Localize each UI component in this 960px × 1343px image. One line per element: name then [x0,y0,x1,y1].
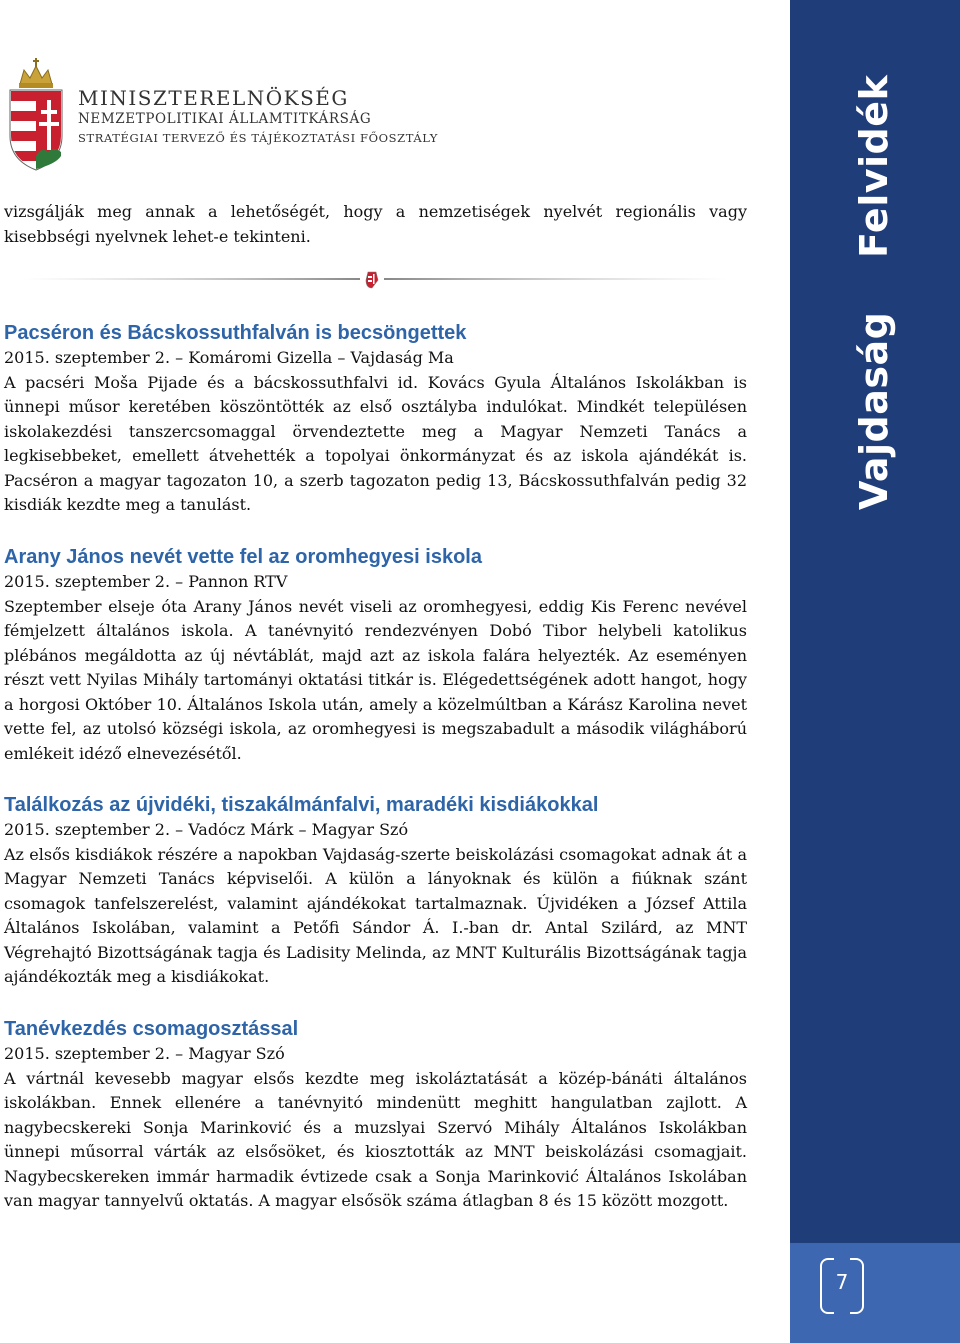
article-title: Arany János nevét vette fel az oromhegyesi iskola [4,546,482,568]
article-title: Pacséron és Bácskossuthfalván is becsöngettek [4,322,467,344]
article-body: Szeptember elseje óta Arany János nevét viseli az oromhegyesi, eddig Kis Ferenc nevével fémjelzett általános iskola. A tanévnyitó rendezvényen Dobó Tibor helybeli katolikus plébános megáldotta az új névtáblát, majd azt az iskola falára helyezték. Az eseményen részt vett Nyilas Mihály tartományi oktatási titkár is. Elégedettségének adott hangot, hogy a horgosi Október 10. Általános Iskola után, amely a közelmúltban a Kárász Karolina nevet vette fel, az utolsó községi iskola, az oromhegyesi is megszabadult a második világháború emlékeit idéző elnevezésétől. [4,596,747,763]
sidebar-label-felvidek: Felvidék [852,74,896,258]
page-number: 7 [835,1270,849,1294]
org-subtitle-2: STRATÉGIAI TERVEZŐ ÉS TÁJÉKOZTATÁSI FŐOSZTÁLY [78,131,438,145]
article-2 [4,544,747,766]
article-1 [4,320,747,518]
article-body: Az elsős kisdiákok részére a napokban Vajdaság-szerte beiskolázási csomagokat adnak át a Magyar Nemzeti Tanács képviselői. A külön a lányoknak és külön a fiúknak szánt csomagok tanfelszerelést, valamint ajándékokat tartalmaznak. Újvidéken a József Attila Általános Iskolában, valamint a Petőfi Sándor Á. I.-ban dr. Antal Szilárd, az MNT Végrehajtó Bizottságának tagja és Ladisity Melinda, az MNT Kulturális Bizottságának tagja ajándékozták meg a kisdiákokat. [4,844,747,986]
sidebar-label-vajdasag: Vajdaság [852,311,896,510]
org-name: MINISZTERELNÖKSÉG [78,86,349,110]
article-title: Találkozás az újvidéki, tiszakálmánfalvi, maradéki kisdiákokkal [4,794,599,816]
intro-paragraph: vizsgálják meg annak a lehetőségét, hogy a nemzetiségek nyelvét regionális vagy kisebbségi nyelvnek lehet-e tekinteni. [4,202,747,246]
article-body: A vártnál kevesebb magyar elsős kezdte meg iskoláztatását a közép-bánáti általános iskolákban. Ennek ellenére a tanévnyitó mindenütt meghitt hangulatban zajlott. A nagybecskereki Sonja Marinković és a muzslyai Szervó Mihály Általános Iskolákban ünnepi műsorral várták az elsősöket, és kiosztották az MNT beiskolázási csomagjait. Nagybecskereken immár harmadik évtizede csak a Sonja Marinković Általános Iskolában van magyar tannyelvű oktatás. A magyar elsősök száma átlagban 8 és 15 között mozgott. [4,1068,747,1210]
article-meta: 2015. szeptember 2. – Vadócz Márk – Magyar Szó [4,820,409,839]
article-meta: 2015. szeptember 2. – Komáromi Gizella – Vajdaság Ma [4,348,454,367]
org-subtitle-1: NEMZETPOLITIKAI ÁLLAMTITKÁRSÁG [78,111,372,127]
section-divider [22,270,728,290]
coat-of-arms-icon [6,56,66,174]
intro-block [4,200,747,249]
article-4 [4,1016,747,1214]
article-3 [4,792,747,990]
sidebar-footer-band [790,1243,960,1343]
article-meta: 2015. szeptember 2. – Pannon RTV [4,572,288,591]
article-meta: 2015. szeptember 2. – Magyar Szó [4,1044,285,1063]
article-body: A pacséri Moša Pijade és a bácskossuthfalvi id. Kovács Gyula Általános Iskolákban is ünnepi műsor keretében köszöntötték az első osztályba indulókat. Mindkét településen iskolakezdési tanszercsomaggal örvendeztette meg a Magyar Nemzeti Tanács a legkisebbeket, emellett átvehették a topolyai önkormányzat és az iskola ajándékát is. Pacséron a magyar tagozaton 10, a szerb tagozaton pedig 13, Bácskossuthfalván pedig 32 kisdiák kezdte meg a tanulást. [4,372,747,514]
article-title: Tanévkezdés csomagosztással [4,1018,299,1040]
